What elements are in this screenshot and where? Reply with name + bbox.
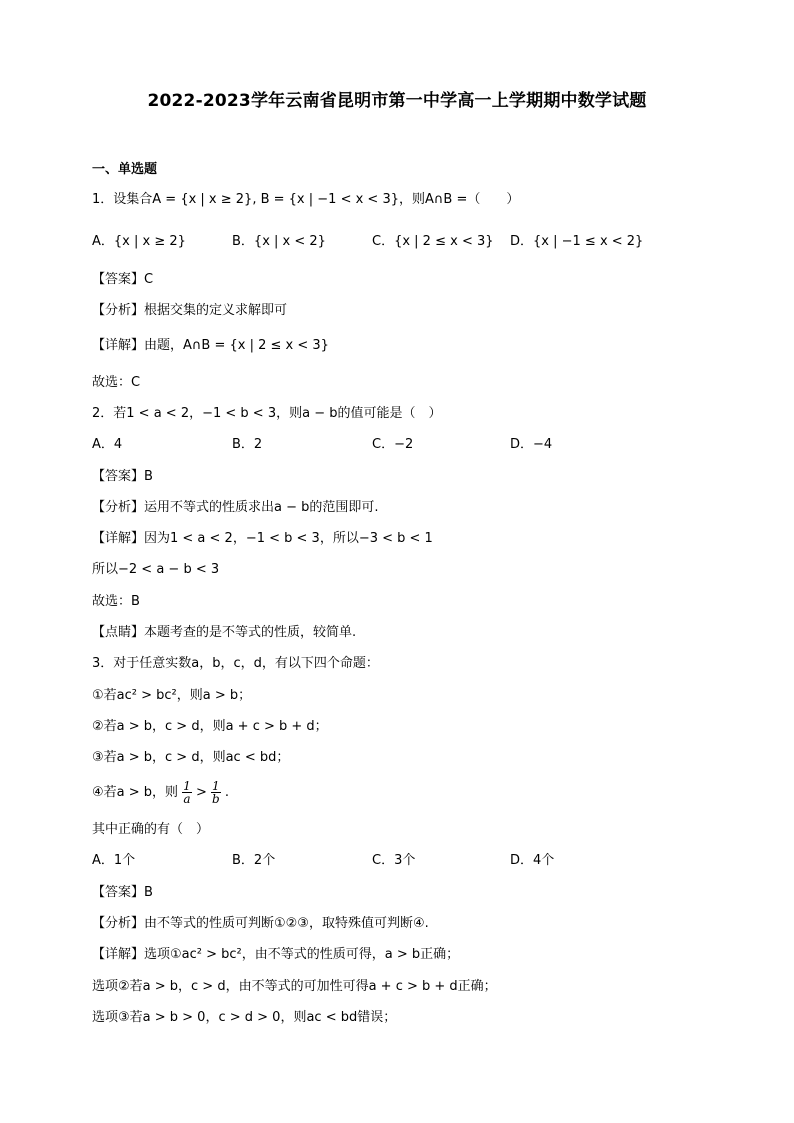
fraction-denominator: b [212,792,220,806]
q3-proposition-3: ③若a > b，c > d，则ac < bd； [92,750,290,765]
q2-detail-2: 所以−2 < a − b < 3 [92,562,220,577]
q3-option-c: C．3个 [372,853,416,868]
section-heading: 一、单选题 [92,162,158,177]
document-title: 2022-2023学年云南省昆明市第一中学高一上学期期中数学试题 [147,91,647,111]
q2-analysis: 【分析】运用不等式的性质求出a − b的范围即可. [92,500,379,515]
q1-option-a: A．{x | x ≥ 2} [92,234,186,249]
q3-detail-2: 选项②若a > b，c > d，由不等式的可加性可得a + c > b + d正确； [92,979,497,994]
q3-p4-prefix: ④若a > b，则 [92,785,179,800]
q2-option-a: A．4 [92,437,123,452]
q2-option-c: C．−2 [372,437,414,452]
q3-answer: 【答案】B [92,885,153,900]
q2-option-b: B．2 [232,437,263,452]
q3-option-d: D．4个 [510,853,555,868]
q1-analysis: 【分析】根据交集的定义求解即可 [92,303,288,318]
q3-detail: 【详解】选项①ac² > bc²，由不等式的性质可得，a > b正确； [92,947,460,962]
q2-option-d: D．−4 [510,437,553,452]
q3-proposition-4 [92,780,229,805]
q3-p4-end: . [224,785,229,800]
q2-detail: 【详解】因为1 < a < 2，−1 < b < 3，所以−3 < b < 1 [92,531,433,546]
fraction-1-over-a [182,780,192,805]
question-3-stem: 3．对于任意实数a，b，c，d，有以下四个命题： [92,656,379,671]
q1-answer: 【答案】C [92,272,154,287]
q3-proposition-1: ①若ac² > bc²，则a > b； [92,688,252,703]
fraction-numerator: 1 [183,779,191,793]
q2-answer: 【答案】B [92,469,153,484]
q1-detail: 【详解】由题，A∩B = {x | 2 ≤ x < 3} [92,338,329,353]
fraction-denominator: a [183,792,191,806]
q1-option-c: C．{x | 2 ≤ x < 3} [372,234,494,249]
q3-option-a: A．1个 [92,853,136,868]
q1-option-d: D．{x | −1 ≤ x < 2} [510,234,644,249]
q3-proposition-2: ②若a > b，c > d，则a + c > b + d； [92,719,328,734]
fraction-1-over-b [211,780,221,805]
q3-option-b: B．2个 [232,853,276,868]
q3-detail-3: 选项③若a > b > 0，c > d > 0，则ac < bd错误； [92,1010,397,1025]
q3-question: 其中正确的有（ ） [92,822,210,837]
q2-choice: 故选：B [92,594,140,609]
q1-choice: 故选：C [92,375,141,390]
q2-comment: 【点睛】本题考查的是不等式的性质，较简单. [92,625,357,640]
question-2-stem: 2．若1 < a < 2，−1 < b < 3，则a − b的值可能是（ ） [92,406,442,421]
question-1-stem: 1．设集合A = {x | x ≥ 2}, B = {x | −1 < x < 3}，则A∩B =（ ） [92,192,520,207]
greater-than-sign: > [195,785,207,800]
q3-analysis: 【分析】由不等式的性质可判断①②③，取特殊值可判断④. [92,916,429,931]
fraction-numerator: 1 [212,779,220,793]
q1-option-b: B．{x | x < 2} [232,234,326,249]
